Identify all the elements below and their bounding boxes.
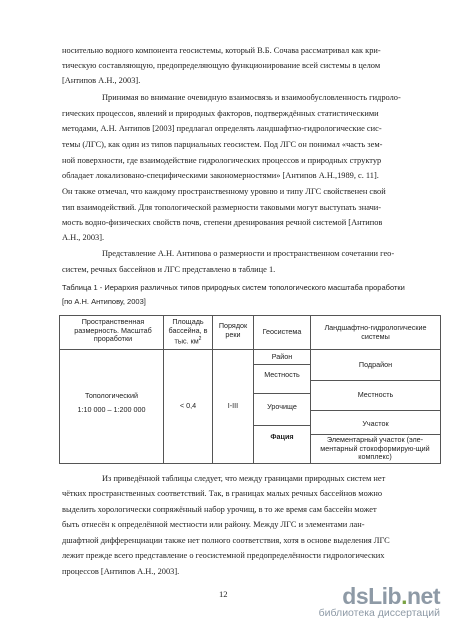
- text-line: носительно водного компонента геосистемы, который В.Б. Сочава рассматривал как кри-: [62, 46, 381, 55]
- header-scale: Пространственная размерность. Масштаб проработки: [74, 317, 152, 344]
- text-line: А.Н., 2003].: [62, 233, 105, 242]
- text-line: систем, речных бассейнов и ЛГС представлено в таблице 1.: [62, 265, 276, 274]
- area-value: < 0,4: [179, 401, 197, 410]
- geosystem-fatsiya: Фация: [270, 432, 294, 441]
- order-value: I-III: [227, 401, 239, 410]
- header-lgs: Ландшафтно-гидрологические системы: [324, 323, 427, 341]
- text-line: чётких пространственных соответствий. Так, в границах малых речных бассейнов можно: [62, 489, 383, 498]
- table-caption: [по А.Н. Антипову, 2003]: [62, 297, 146, 306]
- table-caption: Таблица 1 - Иерархия различных типов природных систем топологического масштаба проработки: [62, 283, 405, 292]
- watermark-subtitle: библиотека диссертаций: [318, 607, 440, 619]
- watermark: [319, 584, 440, 619]
- text-line: темы (ЛГС), как один из типов парциальных геосистем. Под ЛГС он понимал «часть зем-: [62, 140, 383, 149]
- text-line: выделить хорологически сопряжённый набор урочищ, в то же время сам бассейн может: [62, 505, 377, 514]
- text-line: методами, А.Н. Антипов [2003] предлагал определять ландшафтно-гидрологические сис-: [62, 124, 382, 133]
- geosystem-urochishche: Урочище: [267, 402, 297, 411]
- text-line: [Антипов А.Н., 2003].: [62, 76, 141, 85]
- text-line: тип взаимодействий. Для топологической размерности таковыми могут выступать значи-: [62, 203, 382, 212]
- text-line: ной поверхности, где взаимодействие гидрологических процессов и природных структур: [62, 156, 382, 165]
- geosystem-mestnost: Местность: [264, 370, 300, 379]
- text-line: дшафтной дифференциации также нет полного соответствия, хотя в основе выделения ЛГС: [62, 536, 390, 545]
- text-line: тическую составляющую, предопределяющую функционирование всей системы в целом: [62, 61, 381, 70]
- header-geosystem: Геосистема: [262, 327, 302, 336]
- text-line: Принимая во внимание очевидную взаимосвязь и взаимообусловленность гидроло-: [102, 93, 401, 102]
- page-number: 12: [219, 589, 228, 599]
- text-line: обладает локализовано-специфическими закономерностями» [Антипов А.Н.,1989, с. 11].: [62, 171, 379, 180]
- scale-range: 1:10 000 – 1:200 000: [77, 405, 146, 414]
- text-line: гических процессов, явлений и природных факторов, подтверждённых статистическими: [62, 109, 379, 118]
- lgs-podrayon: Подрайон: [358, 360, 393, 369]
- text-line: процессов [Антипов А.Н., 2003].: [62, 567, 180, 576]
- lgs-elementary: Элементарный участок (эле-ментарный стокоформирую-щий комплекс): [320, 435, 430, 462]
- text-line: Представление А.Н. Антипова о размерности и пространственном сочетании гео-: [102, 249, 395, 258]
- text-line: мость водно-физических свойств почв, степени дренирования речной системой [Антипов: [62, 218, 383, 227]
- watermark-logo: dsLib.net: [342, 583, 440, 609]
- text-line: быть отнесён к определённой местности или району. Между ЛГС и элементами лан-: [62, 520, 365, 529]
- text-line: лежит прежде всего представление о геосистемной предопределённости гидрологических: [62, 551, 385, 560]
- scale-name: Топологический: [85, 391, 138, 400]
- lgs-uchastok: Участок: [362, 419, 389, 428]
- text-line: Он также отмечал, что каждому пространственному уровню и типу ЛГС свойственен свой: [62, 187, 386, 196]
- header-order: Порядок реки: [218, 321, 248, 339]
- header-area: Площадь бассейна, в тыс. $км^2$: [168, 317, 208, 346]
- text-line: Из приведённой таблицы следует, что между границами природных систем нет: [102, 474, 386, 483]
- geosystem-rayon: Район: [271, 352, 293, 361]
- lgs-mestnost: Местность: [357, 390, 394, 399]
